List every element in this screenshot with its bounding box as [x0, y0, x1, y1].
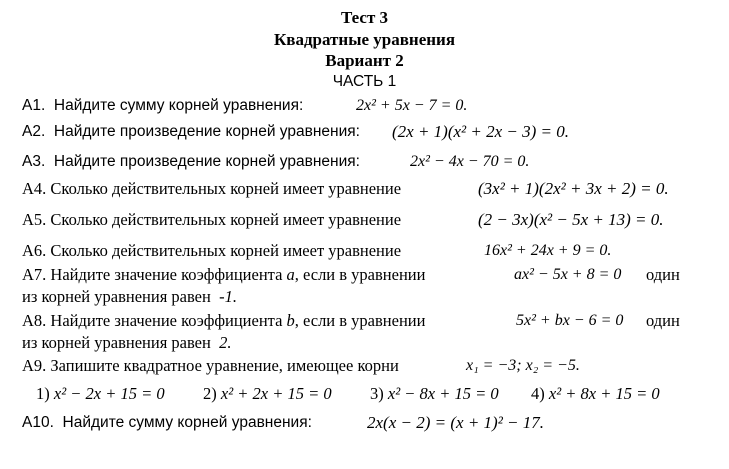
topic-title: Квадратные уравнения: [273, 30, 456, 49]
equation-a6: 16x² + 24x + 9 = 0.: [484, 242, 612, 259]
equation-a4: (3x² + 1)(2x² + 3x + 2) = 0.: [478, 179, 669, 198]
question-number: А2.: [22, 123, 46, 140]
test-title: Тест 3: [340, 8, 389, 27]
question-number: А3.: [22, 153, 46, 170]
option-4: 4) x² + 8x + 15 = 0: [531, 384, 660, 403]
option-3: 3) x² − 8x + 15 = 0: [370, 384, 499, 403]
question-a1: [22, 96, 303, 116]
question-a8-line2: из корней уравнения равен 2.: [22, 333, 232, 352]
root-value: 2.: [219, 333, 232, 352]
question-text: Найдите произведение корней уравнения:: [53, 123, 360, 140]
question-a10: [22, 413, 312, 433]
question-text: А7. Найдите значение коэффициента: [22, 265, 283, 284]
question-text: Найдите произведение корней уравнения:: [53, 153, 360, 170]
question-text-mid: , если в уравнении: [294, 265, 426, 284]
variant-title: Вариант 2: [325, 51, 404, 70]
option-1: 1) x² − 2x + 15 = 0: [36, 384, 165, 403]
equation-a8: 5x² + bx − 6 = 0: [516, 312, 624, 329]
part-title: ЧАСТЬ 1: [332, 73, 397, 90]
question-a7-tail: один: [646, 265, 680, 284]
question-a9: А9. Запишите квадратное уравнение, имеющее корни: [22, 356, 399, 375]
roots-a9: x₁ = −3; x₂ = −5.: [466, 357, 580, 374]
question-text: Найдите сумму корней уравнения:: [53, 97, 304, 114]
question-text-mid: , если в уравнении: [294, 311, 426, 330]
equation-a5: (2 − 3x)(x² − 5x + 13) = 0.: [478, 210, 664, 229]
question-a6: А6. Сколько действительных корней имеет уравнение: [22, 241, 402, 260]
root-value: -1.: [219, 287, 237, 306]
question-number: А10.: [22, 414, 54, 431]
question-a5: А5. Сколько действительных корней имеет уравнение: [22, 210, 402, 229]
question-a2: [22, 122, 360, 142]
question-a4: А4. Сколько действительных корней имеет уравнение: [22, 179, 402, 198]
question-a7-line2: из корней уравнения равен -1.: [22, 287, 237, 306]
equation-a3: 2x² − 4x − 70 = 0.: [410, 153, 530, 170]
option-2: 2) x² + 2x + 15 = 0: [203, 384, 332, 403]
question-number: А1.: [22, 97, 46, 114]
question-text: А8. Найдите значение коэффициента: [22, 311, 283, 330]
coefficient-variable: a: [286, 265, 295, 284]
question-a7: [22, 265, 425, 285]
equation-a7: ax² − 5x + 8 = 0: [514, 266, 622, 283]
equation-a10: 2x(x − 2) = (x + 1)² − 17.: [367, 413, 545, 432]
coefficient-variable: b: [286, 311, 295, 330]
equation-a2: (2x + 1)(x² + 2x − 3) = 0.: [392, 122, 570, 141]
question-text: Найдите сумму корней уравнения:: [62, 414, 312, 431]
question-a8: [22, 311, 425, 331]
equation-a1: 2x² + 5x − 7 = 0.: [356, 97, 468, 114]
question-a3: [22, 152, 360, 172]
question-a8-tail: один: [646, 311, 680, 330]
